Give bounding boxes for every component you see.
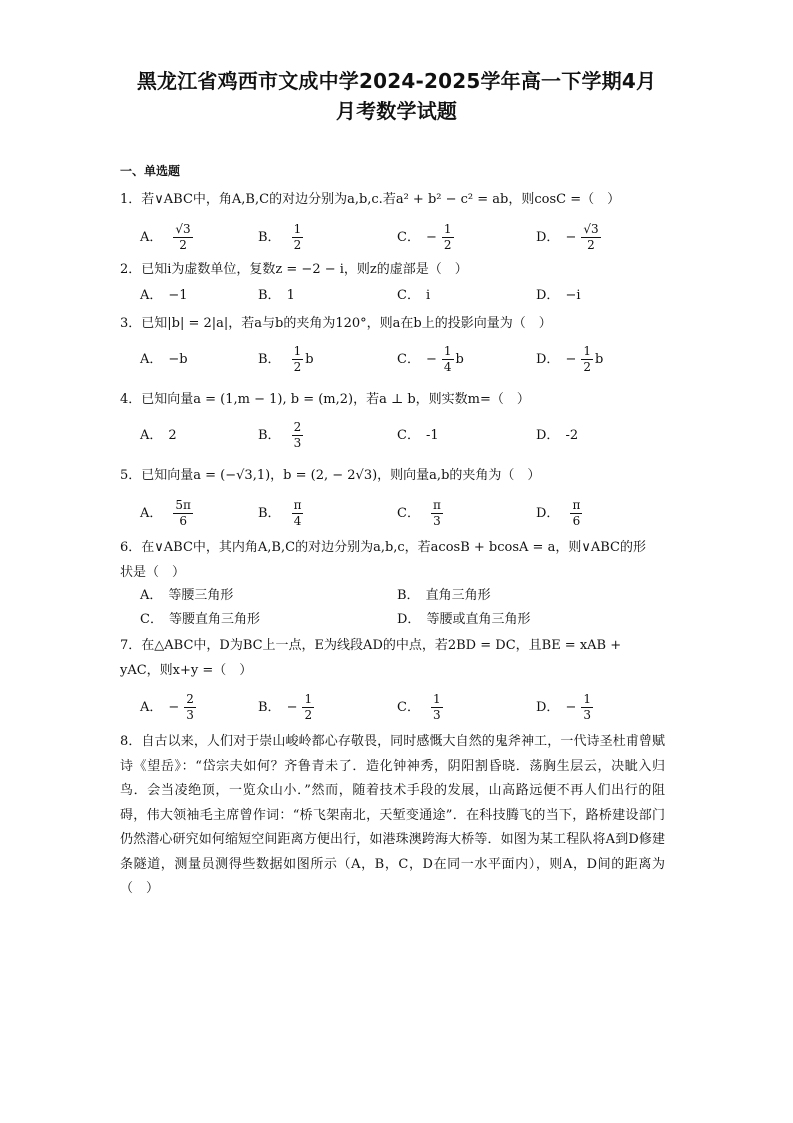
- question-6-stem-line1: 6．在∨ABC中，其内角A,B,C的对边分别为a,b,c，若acosB + bcosA = a，则∨ABC的形: [120, 540, 646, 555]
- question-5-stem: 5．已知向量a = (−√3,1)，b = (2, − 2√3)，则向量a,b的夹角为（ ）: [120, 468, 541, 483]
- q5-option-a: A． $\frac{5\pi}{6}$: [140, 498, 191, 528]
- question-7-stem-line1: 7．在△ABC中，D为BC上一点，E为线段AD的中点，若2BD = DC，且BE = xAB +: [120, 638, 622, 653]
- question-3-stem: 3．已知|b| = 2|a|，若a与b的夹角为120°，则a在b上的投影向量为（ ）: [120, 316, 552, 331]
- question-4-stem: 4．已知向量a = (1,m − 1), b = (m,2)，若a ⊥ b，则实数m=（ ）: [120, 392, 530, 407]
- q5-option-b: B． $\frac{\pi}{4}$: [258, 498, 302, 528]
- q2-option-b: B． 1: [258, 288, 295, 303]
- section-heading: 一、单选题: [120, 164, 181, 178]
- q1-option-c: C． − $\frac{1}{2}$: [397, 222, 452, 252]
- question-1-stem: 1．若∨ABC中，角A,B,C的对边分别为a,b,c.若a² + b² − c² = ab，则cosC =（ ）: [120, 192, 621, 207]
- q1-option-a: A． $\frac{√3}{2}$: [140, 222, 191, 252]
- q1-option-d: D． − $\frac{√3}{2}$: [536, 222, 599, 252]
- q6-option-b: B． 直角三角形: [397, 588, 491, 603]
- q2-option-a: A． −1: [140, 288, 188, 303]
- q6-option-a: A． 等腰三角形: [140, 588, 234, 603]
- q4-option-b: B． $\frac{2}{3}$: [258, 420, 302, 450]
- q4-option-a: A． 2: [140, 428, 177, 443]
- q4-option-d: D． -2: [536, 428, 579, 443]
- q3-option-d: D． − $\frac{1}{2}$ b: [536, 344, 604, 374]
- q7-option-c: C． $\frac{1}{3}$: [397, 692, 441, 722]
- exam-title-line2: 月考数学试题: [335, 99, 458, 123]
- q1-option-b: B． $\frac{1}{2}$: [258, 222, 302, 252]
- q2-option-c: C． i: [397, 288, 431, 303]
- question-8-stem: 8．自古以来，人们对于崇山峻岭都心存敬畏，同时感慨大自然的鬼斧神工，一代诗圣杜甫曾赋诗《望岳》：“岱宗夫如何？齐鲁青未了．造化钟神秀，阴阳割昏晓．荡胸生层云，决眦入归鸟．会当凌绝顶，一览众山小．”然而，随着技术手段的发展，山高路远便不再人们出行的阻碍，伟大领袖毛主席曾作词：“桥飞架南北，天堑变通途”．在科技腾飞的当下，路桥建设部门仍然潜心研究如何缩短空间距离方便出行，如港珠澳跨海大桥等．如图为某工程队将A到D修建条隧道，测量员测得些数据如图所示（A，B，C，D在同一水平面内），则A，D间的距离为（ ）: [120, 734, 665, 896]
- question-6-stem-line2: 状是（ ）: [120, 565, 186, 580]
- q5-option-d: D． $\frac{\pi}{6}$: [536, 498, 581, 528]
- q3-option-b: B． $\frac{1}{2}$ b: [258, 344, 314, 374]
- q3-option-a: A． −b: [140, 352, 188, 367]
- q7-option-a: A． − $\frac{2}{3}$: [140, 692, 194, 722]
- q4-option-c: C． -1: [397, 428, 439, 443]
- q5-option-c: C． $\frac{\pi}{3}$: [397, 498, 441, 528]
- q7-option-d: D． − $\frac{1}{3}$: [536, 692, 591, 722]
- question-7-stem-line2: yAC，则x+y =（ ）: [120, 663, 253, 678]
- q7-option-b: B． − $\frac{1}{2}$: [258, 692, 313, 722]
- q2-option-d: D． −i: [536, 288, 581, 303]
- q6-option-d: D． 等腰或直角三角形: [397, 612, 531, 627]
- question-2-stem: 2．已知i为虚数单位，复数z = −2 − i，则z的虚部是（ ）: [120, 262, 468, 277]
- exam-title-line1: 黑龙江省鸡西市文成中学2024-2025学年高一下学期4月: [136, 69, 657, 93]
- q3-option-c: C． − $\frac{1}{4}$ b: [397, 344, 464, 374]
- q6-option-c: C． 等腰直角三角形: [140, 612, 260, 627]
